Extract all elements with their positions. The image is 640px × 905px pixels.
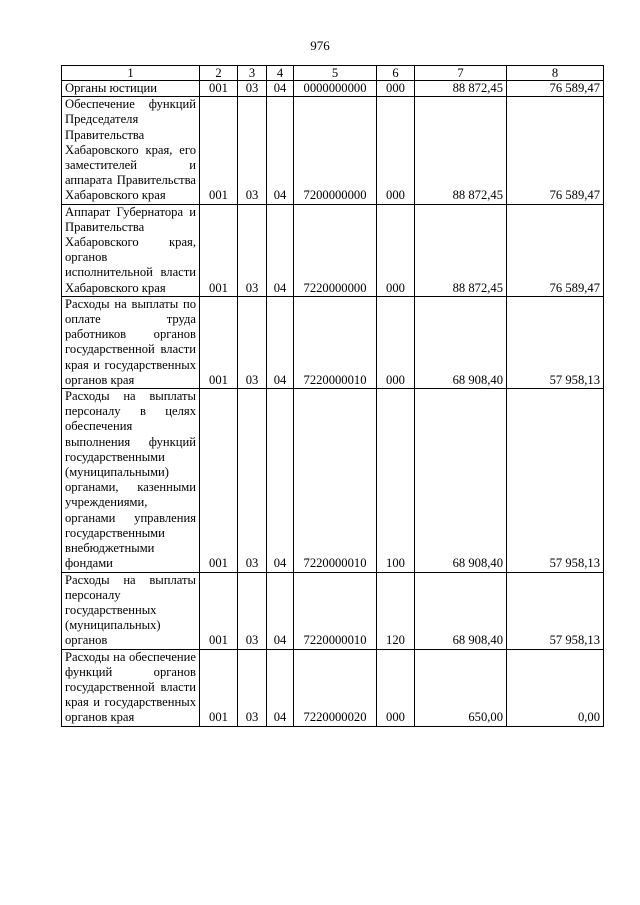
table-row bbox=[62, 97, 604, 204]
row-expense-type: 120 bbox=[377, 572, 415, 649]
row-amount-col8: 76 589,47 bbox=[507, 204, 604, 296]
row-section-code: 03 bbox=[238, 572, 267, 649]
row-amount-col8: 76 589,47 bbox=[507, 97, 604, 204]
table-row bbox=[62, 81, 604, 97]
row-amount-col7: 68 908,40 bbox=[415, 572, 507, 649]
budget-table bbox=[61, 65, 604, 727]
row-target-article: 7220000000 bbox=[294, 204, 377, 296]
column-header-4: 4 bbox=[267, 66, 294, 81]
row-expense-type: 000 bbox=[377, 81, 415, 97]
row-subsection-code: 04 bbox=[267, 81, 294, 97]
row-target-article: 7220000010 bbox=[294, 389, 377, 572]
row-amount-col7: 88 872,45 bbox=[415, 204, 507, 296]
row-expense-type: 000 bbox=[377, 649, 415, 726]
column-header-2: 2 bbox=[200, 66, 238, 81]
row-name: Обеспечение функций Председателя Правительства Хабаровского края, его заместителей и аппарата Правительства Хабаровского края bbox=[62, 97, 200, 204]
row-section-code: 03 bbox=[238, 97, 267, 204]
row-subsection-code: 04 bbox=[267, 572, 294, 649]
row-name: Расходы на выплаты персоналу государственных (муниципальных) органов bbox=[62, 572, 200, 649]
row-subsection-code: 04 bbox=[267, 97, 294, 204]
row-section-code: 03 bbox=[238, 204, 267, 296]
row-section-code: 03 bbox=[238, 389, 267, 572]
column-header-7: 7 bbox=[415, 66, 507, 81]
row-amount-col7: 88 872,45 bbox=[415, 81, 507, 97]
row-name: Расходы на обеспечение функций органов государственной власти края и государственных органов края bbox=[62, 649, 200, 726]
table-row bbox=[62, 389, 604, 572]
row-target-article: 0000000000 bbox=[294, 81, 377, 97]
header-row bbox=[62, 66, 604, 81]
row-amount-col7: 68 908,40 bbox=[415, 389, 507, 572]
row-subsection-code: 04 bbox=[267, 204, 294, 296]
row-amount-col8: 57 958,13 bbox=[507, 389, 604, 572]
row-ministry-code: 001 bbox=[200, 204, 238, 296]
row-amount-col8: 57 958,13 bbox=[507, 572, 604, 649]
row-target-article: 7220000020 bbox=[294, 649, 377, 726]
row-ministry-code: 001 bbox=[200, 572, 238, 649]
row-target-article: 7220000010 bbox=[294, 296, 377, 388]
row-target-article: 7200000000 bbox=[294, 97, 377, 204]
row-amount-col7: 88 872,45 bbox=[415, 97, 507, 204]
row-amount-col8: 0,00 bbox=[507, 649, 604, 726]
column-header-5: 5 bbox=[294, 66, 377, 81]
table-row bbox=[62, 649, 604, 726]
row-expense-type: 000 bbox=[377, 204, 415, 296]
page-number: 976 bbox=[310, 38, 330, 53]
column-header-3: 3 bbox=[238, 66, 267, 81]
table-row bbox=[62, 204, 604, 296]
row-name: Расходы на выплаты персоналу в целях обеспечения выполнения функций государственными (муниципальными) органами, казенными учреждениями, органами управления государственными внебюджетными фондами bbox=[62, 389, 200, 572]
row-amount-col7: 650,00 bbox=[415, 649, 507, 726]
row-subsection-code: 04 bbox=[267, 296, 294, 388]
row-section-code: 03 bbox=[238, 649, 267, 726]
row-name: Аппарат Губернатора и Правительства Хабаровского края, органов исполнительной власти Хабаровского края bbox=[62, 204, 200, 296]
row-ministry-code: 001 bbox=[200, 81, 238, 97]
row-section-code: 03 bbox=[238, 296, 267, 388]
row-ministry-code: 001 bbox=[200, 296, 238, 388]
row-amount-col8: 76 589,47 bbox=[507, 81, 604, 97]
column-header-8: 8 bbox=[507, 66, 604, 81]
row-ministry-code: 001 bbox=[200, 389, 238, 572]
row-expense-type: 000 bbox=[377, 97, 415, 204]
row-target-article: 7220000010 bbox=[294, 572, 377, 649]
row-subsection-code: 04 bbox=[267, 389, 294, 572]
row-expense-type: 100 bbox=[377, 389, 415, 572]
row-name: Органы юстиции bbox=[62, 81, 200, 97]
column-header-6: 6 bbox=[377, 66, 415, 81]
row-ministry-code: 001 bbox=[200, 97, 238, 204]
row-name: Расходы на выплаты по оплате труда работников органов государственной власти края и государственных органов края bbox=[62, 296, 200, 388]
table-row bbox=[62, 296, 604, 388]
table-row bbox=[62, 572, 604, 649]
column-header-1: 1 bbox=[62, 66, 200, 81]
row-subsection-code: 04 bbox=[267, 649, 294, 726]
row-ministry-code: 001 bbox=[200, 649, 238, 726]
row-amount-col7: 68 908,40 bbox=[415, 296, 507, 388]
row-amount-col8: 57 958,13 bbox=[507, 296, 604, 388]
row-expense-type: 000 bbox=[377, 296, 415, 388]
row-section-code: 03 bbox=[238, 81, 267, 97]
